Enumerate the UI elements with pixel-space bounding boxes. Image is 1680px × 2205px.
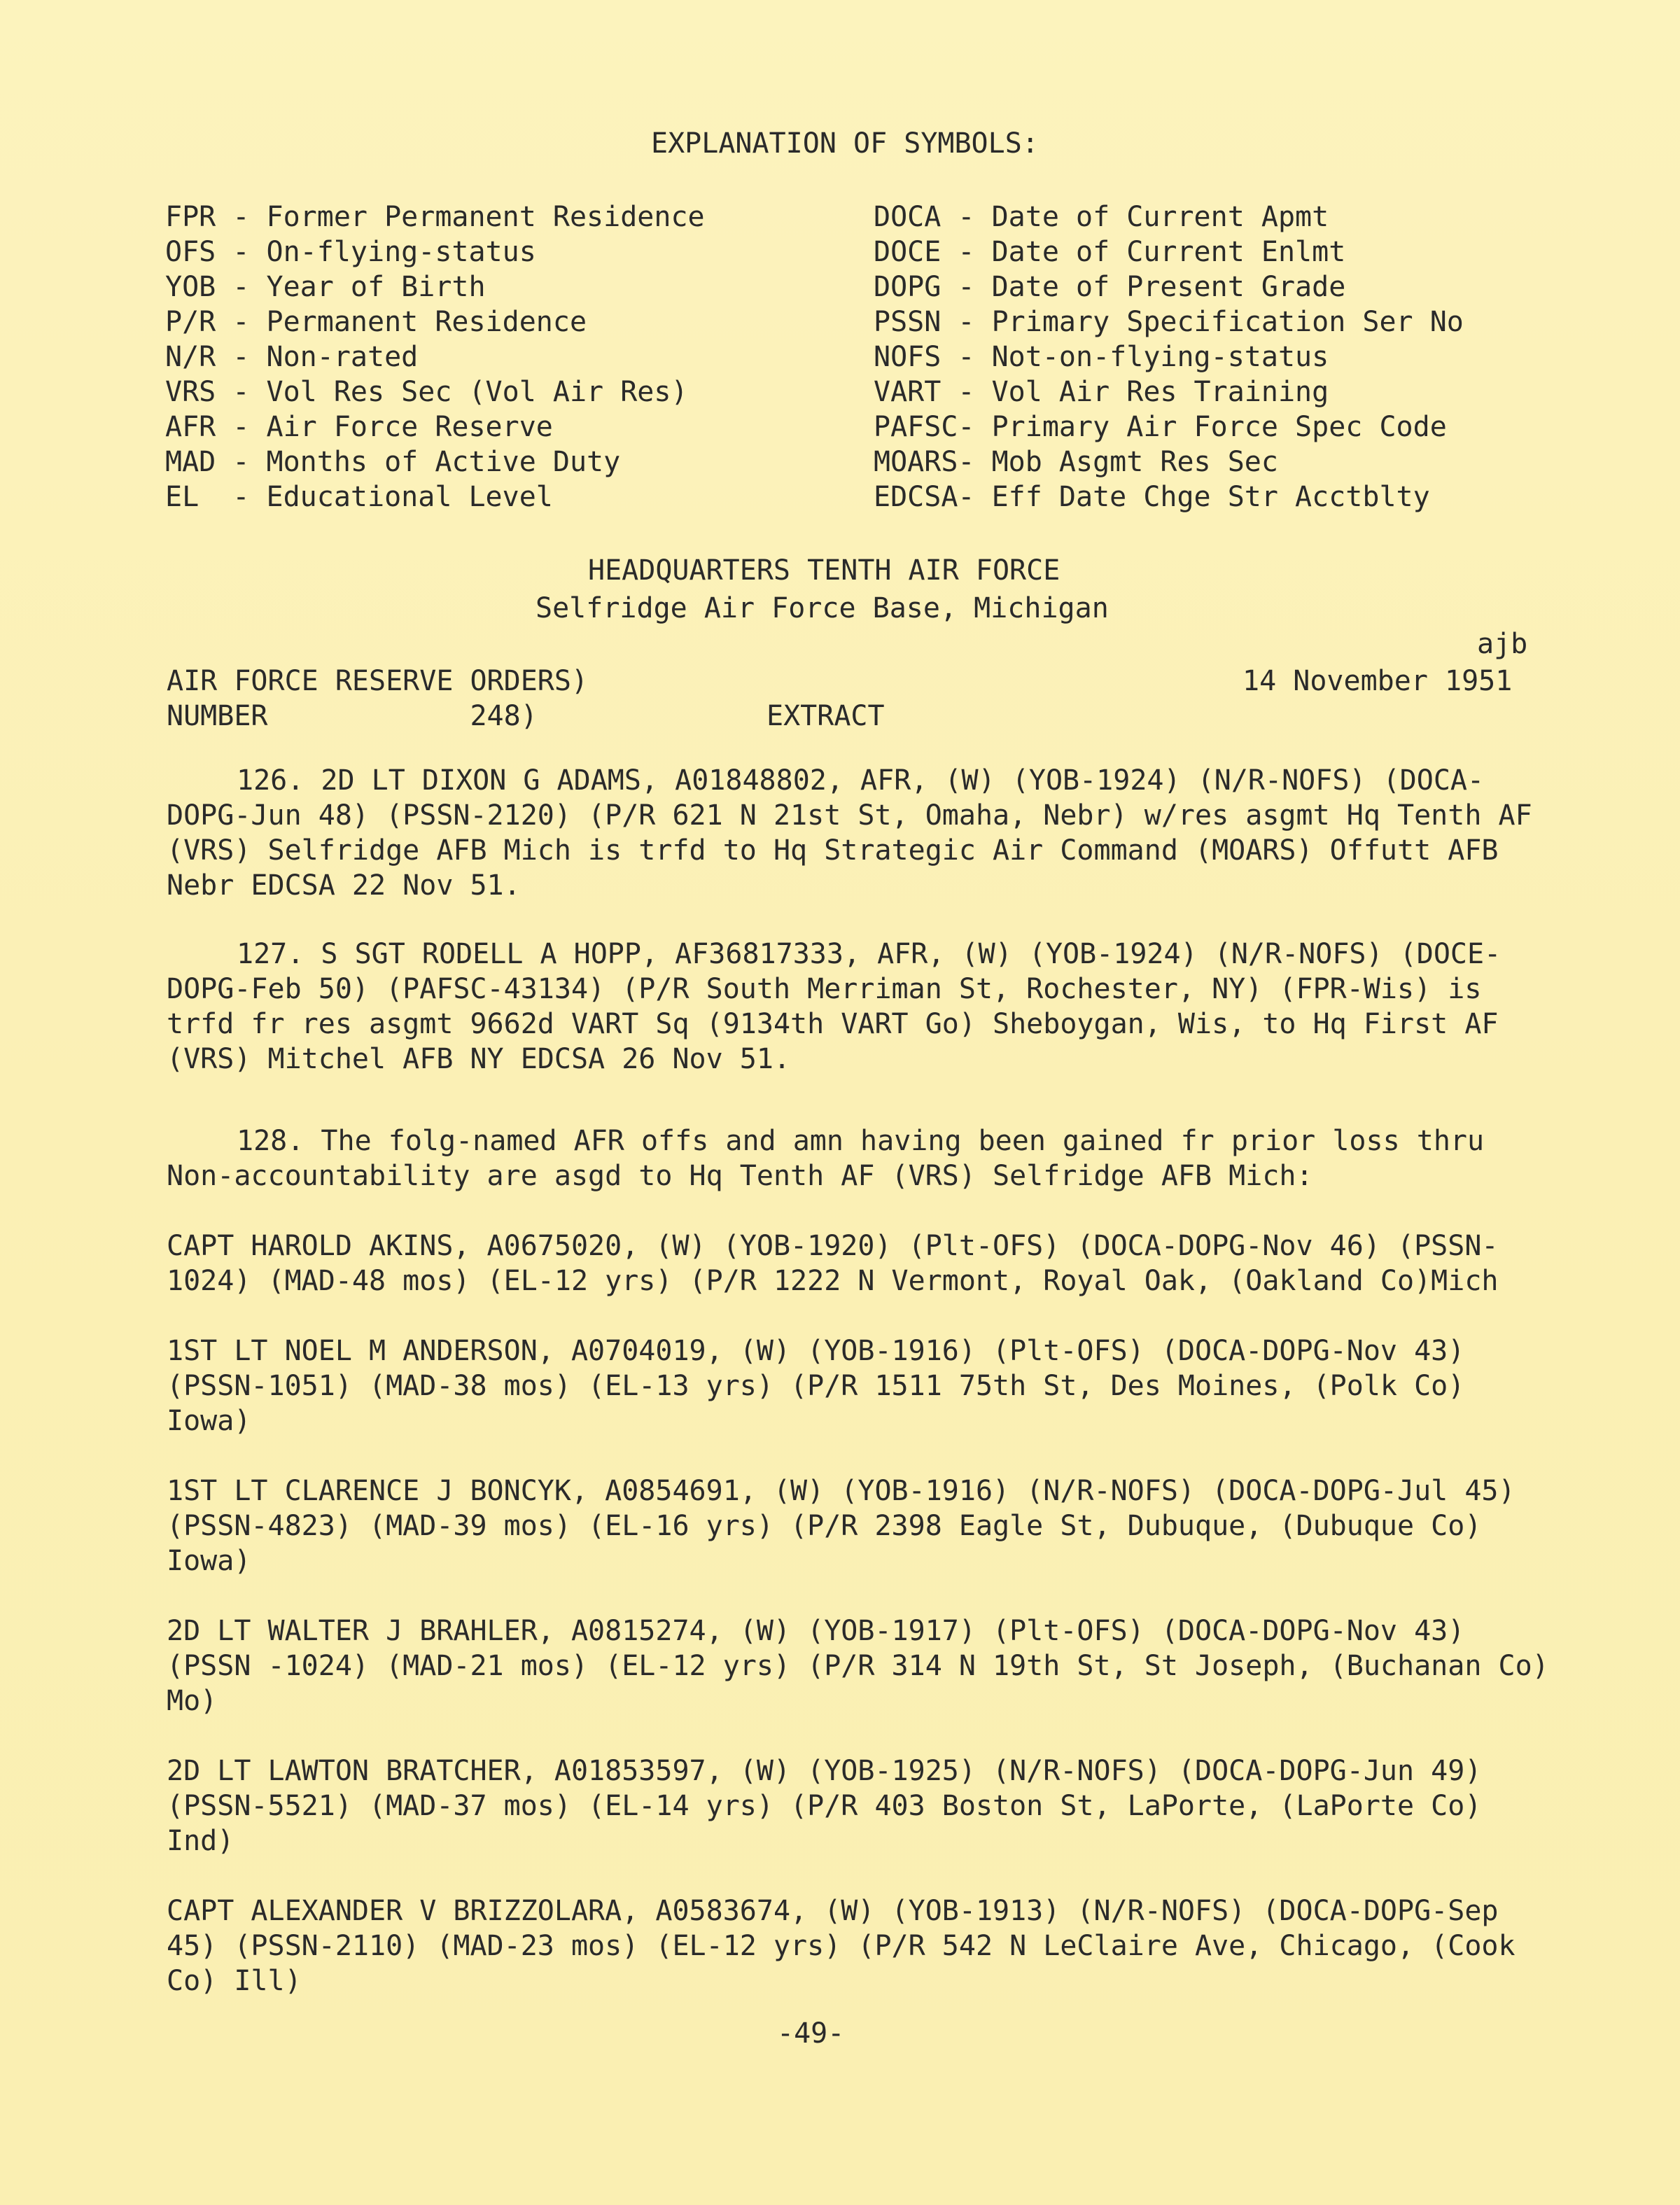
order-date: 14 November 1951: [1242, 665, 1513, 697]
symbol-row: PAFSC- Primary Air Force Spec Code: [874, 411, 1447, 443]
symbol-row: AFR - Air Force Reserve: [165, 411, 553, 443]
symbol-row: MOARS- Mob Asgmt Res Sec: [874, 446, 1278, 478]
orders-number: NUMBER 248): [167, 700, 538, 732]
symbols-left-column: [165, 200, 705, 514]
typist-initials: ajb: [1477, 628, 1528, 660]
personnel-entry: 2D LT LAWTON BRATCHER, A01853597, (W) (YOB-1925) (N/R-NOFS) (DOCA-DOPG-Jun 49) (PSSN-5521) (MAD-37 mos) (EL-14 yrs) (P/R 403 Boston St, LaPorte, (LaPorte Co) Ind): [167, 1755, 1482, 1857]
symbol-row: VART - Vol Air Res Training: [874, 376, 1329, 408]
symbols-right-column: [874, 200, 1464, 514]
headquarters-title: HEADQUARTERS TENTH AIR FORCE: [588, 554, 1060, 587]
symbol-row: PSSN - Primary Specification Ser No: [874, 306, 1464, 338]
page-number: -49-: [777, 2017, 845, 2050]
personnel-entry: CAPT ALEXANDER V BRIZZOLARA, A0583674, (W) (YOB-1913) (N/R-NOFS) (DOCA-DOPG-Sep 45) (PSSN-2110) (MAD-23 mos) (EL-12 yrs) (P/R 542 N LeClaire Ave, Chicago, (Cook Co) Ill): [167, 1895, 1516, 1997]
paragraph-126: 126. 2D LT DIXON G ADAMS, A01848802, AFR, (W) (YOB-1924) (N/R-NOFS) (DOCA-DOPG-Jun 48) (PSSN-2120) (P/R 621 N 21st St, Omaha, Nebr) w/res asgmt Hq Tenth AF (VRS) Selfridge AFB Mich is trfd to Hq Strategic Air Command (MOARS) Offutt AFB Nebr EDCSA 22 Nov 51.: [167, 764, 1532, 902]
orders-line-1: AIR FORCE RESERVE ORDERS): [167, 665, 589, 697]
paragraph-128: 128. The folg-named AFR offs and amn having been gained fr prior loss thru Non-accountability are asgd to Hq Tenth AF (VRS) Selfridge AFB Mich:: [167, 1125, 1485, 1192]
symbol-row: MAD - Months of Active Duty: [165, 446, 621, 478]
symbol-row: N/R - Non-rated: [165, 341, 419, 373]
symbol-row: FPR - Former Permanent Residence: [165, 201, 705, 233]
personnel-entry: 1ST LT NOEL M ANDERSON, A0704019, (W) (YOB-1916) (Plt-OFS) (DOCA-DOPG-Nov 43) (PSSN-1051) (MAD-38 mos) (EL-13 yrs) (P/R 1511 75th St, Des Moines, (Polk Co) Iowa): [167, 1335, 1465, 1437]
symbol-row: EL - Educational Level: [165, 481, 553, 513]
symbol-row: OFS - On-flying-status: [165, 236, 536, 268]
symbols-title: EXPLANATION OF SYMBOLS:: [651, 127, 1039, 160]
symbol-row: YOB - Year of Birth: [165, 271, 486, 303]
symbol-row: DOPG - Date of Present Grade: [874, 271, 1346, 303]
paragraph-127: 127. S SGT RODELL A HOPP, AF36817333, AFR, (W) (YOB-1924) (N/R-NOFS) (DOCE-DOPG-Feb 50) (PAFSC-43134) (P/R South Merriman St, Rochester, NY) (FPR-Wis) is trfd fr res asgmt 9662d VART Sq (9134th VART Go) Sheboygan, Wis, to Hq First AF (VRS) Mitchel AFB NY EDCSA 26 Nov 51.: [167, 938, 1502, 1075]
symbol-row: EDCSA- Eff Date Chge Str Acctblty: [874, 481, 1430, 513]
symbol-row: P/R - Permanent Residence: [165, 306, 587, 338]
symbol-row: VRS - Vol Res Sec (Vol Air Res): [165, 376, 688, 408]
symbol-row: NOFS - Not-on-flying-status: [874, 341, 1329, 373]
symbol-row: DOCA - Date of Current Apmt: [874, 201, 1329, 233]
extract-label: EXTRACT: [766, 700, 885, 732]
symbol-row: DOCE - Date of Current Enlmt: [874, 236, 1346, 268]
personnel-entry: 1ST LT CLARENCE J BONCYK, A0854691, (W) (YOB-1916) (N/R-NOFS) (DOCA-DOPG-Jul 45) (PSSN-4823) (MAD-39 mos) (EL-16 yrs) (P/R 2398 Eagle St, Dubuque, (Dubuque Co) Iowa): [167, 1475, 1516, 1577]
personnel-entry: 2D LT WALTER J BRAHLER, A0815274, (W) (YOB-1917) (Plt-OFS) (DOCA-DOPG-Nov 43) (PSSN -1024) (MAD-21 mos) (EL-12 yrs) (P/R 314 N 19th St, St Joseph, (Buchanan Co) Mo): [167, 1615, 1549, 1717]
base-location: Selfridge Air Force Base, Michigan: [536, 592, 1109, 624]
personnel-entry: CAPT HAROLD AKINS, A0675020, (W) (YOB-1920) (Plt-OFS) (DOCA-DOPG-Nov 46) (PSSN-1024) (MAD-48 mos) (EL-12 yrs) (P/R 1222 N Vermont, Royal Oak, (Oakland Co)Mich: [167, 1230, 1499, 1297]
